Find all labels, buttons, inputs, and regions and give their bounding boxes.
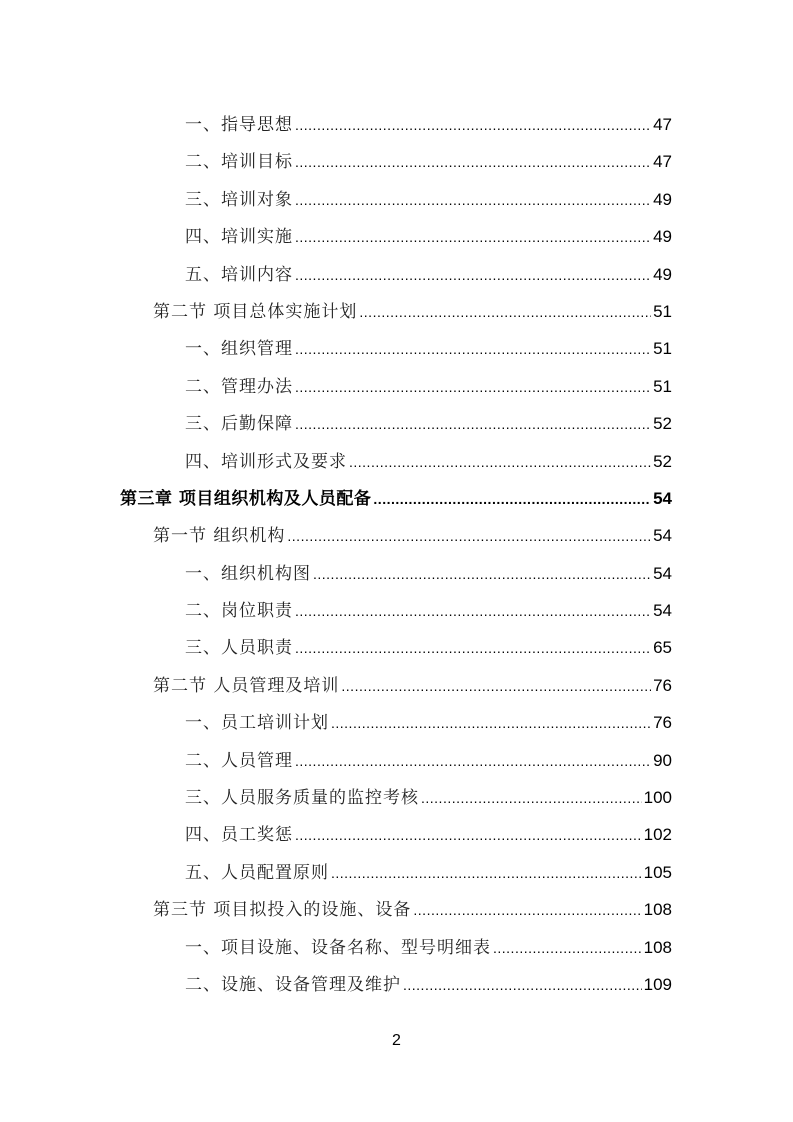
toc-entry-page: 76 [653,675,672,695]
leader-dots [287,528,651,544]
toc-entry[interactable] [0,589,793,626]
toc-entry-title: 三、人员职责 [185,638,293,659]
leader-dots [313,566,651,582]
toc-entry[interactable] [0,327,793,364]
toc-entry[interactable] [0,440,793,477]
toc-entry[interactable] [0,851,793,888]
toc-entry-page: 54 [653,601,672,621]
toc-entry[interactable] [0,140,793,177]
leader-dots [403,977,642,993]
toc-entry-title: 五、培训内容 [185,264,293,285]
toc-entry-page: 47 [653,115,672,134]
leader-dots [295,341,651,357]
toc-section-entry[interactable] [0,290,793,327]
toc-entry-title: 四、员工奖惩 [185,825,293,846]
toc-entry[interactable] [0,103,793,140]
toc-entry-title: 第二节 项目总体实施计划 [153,301,358,322]
toc-entry[interactable] [0,552,793,589]
toc-entry-page: 108 [643,937,672,957]
toc-entry-title: 三、后勤保障 [185,414,293,435]
toc-entry-title: 一、项目设施、设备名称、型号明细表 [185,937,491,958]
toc-entry-page: 105 [643,862,672,882]
toc-entry-title: 第三节 项目拟投入的设施、设备 [153,900,412,921]
toc-entry-page: 102 [643,825,672,845]
toc-entry-page: 52 [653,451,672,471]
toc-entry[interactable] [0,926,793,963]
toc-entry-page: 65 [653,638,672,658]
toc-section-entry[interactable] [0,888,793,925]
toc-entry[interactable] [0,776,793,813]
toc-entry-page: 52 [653,414,672,434]
leader-dots [359,304,651,320]
toc-entry-page: 49 [653,227,672,247]
leader-dots [295,192,651,208]
toc-entry[interactable] [0,253,793,290]
toc-entry-title: 二、培训目标 [185,152,293,173]
toc-entry-page: 49 [653,189,672,209]
toc-entry[interactable] [0,365,793,402]
leader-dots [493,940,642,956]
toc-entry[interactable] [0,739,793,776]
toc-entry[interactable] [0,178,793,215]
toc-entry-page: 51 [653,339,672,359]
leader-dots [341,678,651,694]
toc-entry-page: 47 [653,152,672,172]
toc-entry-title: 一、指导思想 [185,115,293,135]
toc-entry-page: 76 [653,713,672,733]
leader-dots [295,640,651,656]
toc-entry[interactable] [0,963,793,1000]
leader-dots [295,416,651,432]
toc-entry[interactable] [0,402,793,439]
toc-entry-title: 三、培训对象 [185,189,293,210]
page-number: 2 [392,1032,401,1049]
toc-entry-page: 100 [643,788,672,808]
toc-entry-title: 二、岗位职责 [185,601,293,622]
toc-entry-title: 第二节 人员管理及培训 [153,675,340,696]
leader-dots [295,603,651,619]
leader-dots [295,267,651,283]
leader-dots [295,229,651,245]
toc-entry-page: 54 [653,563,672,583]
leader-dots [295,117,651,133]
toc-entry-title: 五、人员配置原则 [185,862,329,883]
toc-entry-title: 二、设施、设备管理及维护 [185,974,401,995]
toc-entry-page: 109 [643,974,672,994]
toc-entry-title: 四、培训实施 [185,227,293,248]
toc-entry-page: 51 [653,376,672,396]
toc-entry-title: 一、组织管理 [185,339,293,360]
toc-entry[interactable] [0,626,793,663]
toc-entry-title: 第三章 项目组织机构及人员配备 [120,488,372,509]
toc-entry-title: 一、员工培训计划 [185,713,329,734]
leader-dots [295,827,642,843]
toc-entry-page: 51 [653,301,672,321]
toc-entry-title: 第一节 组织机构 [153,526,286,547]
toc-entry-page: 108 [643,900,672,920]
table-of-contents [0,103,793,1000]
toc-entry[interactable] [0,813,793,850]
toc-entry-page: 90 [653,750,672,770]
leader-dots [331,865,642,881]
toc-entry-title: 三、人员服务质量的监控考核 [185,788,419,809]
toc-section-entry[interactable] [0,514,793,551]
leader-dots [331,715,651,731]
leader-dots [413,902,641,918]
leader-dots [421,790,642,806]
leader-dots [295,154,651,170]
toc-entry-title: 二、人员管理 [185,750,293,771]
toc-entry-title: 四、培训形式及要求 [185,451,347,472]
toc-entry-title: 二、管理办法 [185,376,293,397]
toc-entry[interactable] [0,701,793,738]
leader-dots [373,491,651,507]
leader-dots [349,454,651,470]
toc-entry-page: 49 [653,264,672,284]
toc-section-entry[interactable] [0,664,793,701]
toc-entry-page: 54 [653,488,672,508]
leader-dots [295,753,651,769]
toc-entry[interactable] [0,215,793,252]
toc-entry-page: 54 [653,526,672,546]
toc-chapter-entry[interactable] [0,477,793,514]
toc-entry-title: 一、组织机构图 [185,563,311,584]
leader-dots [295,379,651,395]
